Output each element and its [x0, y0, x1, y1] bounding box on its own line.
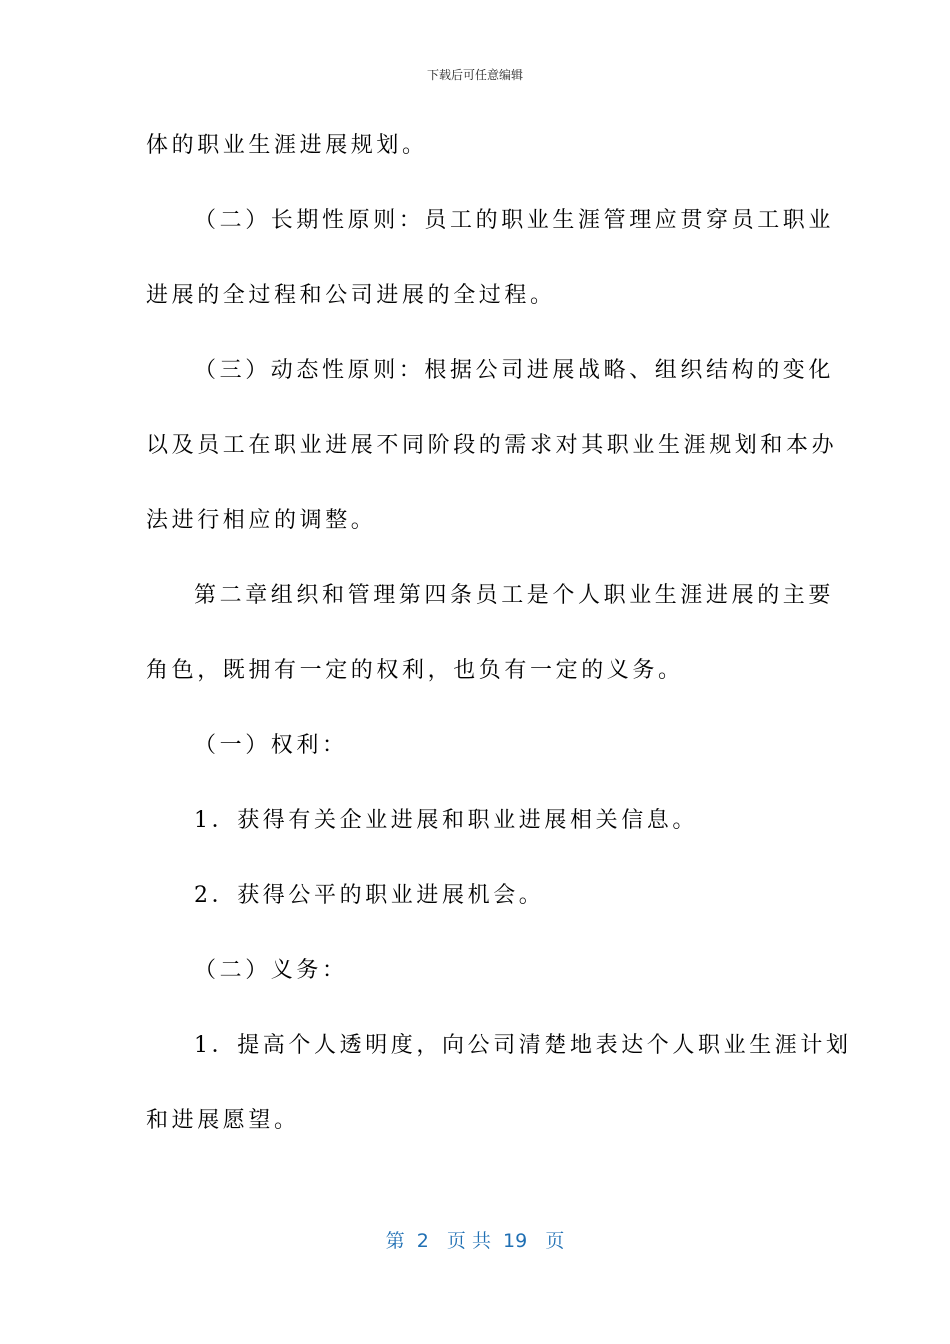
paragraph-line: 1．提高个人透明度，向公司清楚地表达个人职业生涯计划	[194, 1033, 852, 1058]
paragraph-line: 法进行相应的调整。	[146, 508, 377, 533]
paragraph-line: 2．获得公平的职业进展机会。	[194, 883, 545, 908]
paragraph-line: 以及员工在职业进展不同阶段的需求对其职业生涯规划和本办	[146, 433, 838, 458]
paragraph-line: （二）义务：	[194, 958, 348, 983]
header-note: 下载后可任意编辑	[426, 68, 523, 82]
paragraph-line: 第二章组织和管理第四条员工是个人职业生涯进展的主要	[194, 583, 835, 608]
paragraph-line: 1．获得有关企业进展和职业进展相关信息。	[194, 808, 698, 833]
paragraph-line: 进展的全过程和公司进展的全过程。	[146, 283, 556, 308]
paragraph-line: （二）长期性原则：员工的职业生涯管理应贯穿员工职业	[194, 208, 835, 233]
paragraph-line: 角色，既拥有一定的权利，也负有一定的义务。	[146, 658, 684, 683]
paragraph-line: 和进展愿望。	[146, 1108, 300, 1133]
paragraph-line: 体的职业生涯进展规划。	[146, 133, 428, 158]
page-number-footer: 第 2 页 共 19 页	[385, 1230, 565, 1252]
paragraph-line: （三）动态性原则：根据公司进展战略、组织结构的变化	[194, 358, 835, 383]
paragraph-line: （一）权利：	[194, 733, 348, 758]
